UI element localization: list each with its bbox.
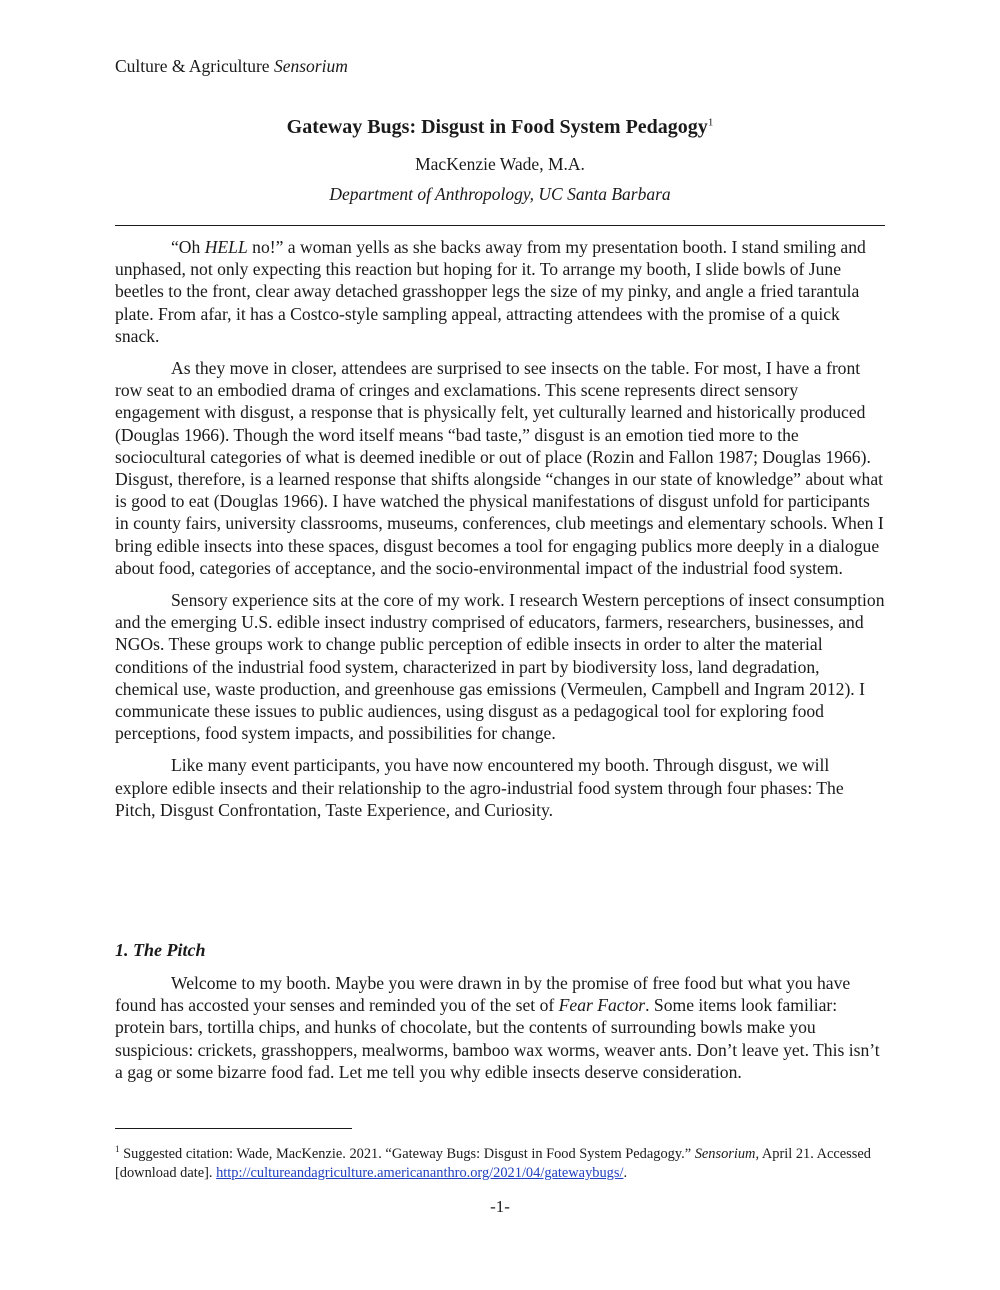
pitch-paragraph bbox=[115, 972, 885, 1083]
intro-section bbox=[115, 236, 885, 831]
pitch-section bbox=[115, 972, 885, 1083]
footnote-marker: 1 bbox=[115, 1144, 120, 1154]
running-header bbox=[115, 56, 348, 77]
footnote-text-c: . bbox=[623, 1164, 628, 1181]
pitch-text-b: . Some items look familiar: protein bars, tortilla chips, and hunks of chocolate, but the contents of surrounding bowls make you suspicious: crickets, grasshoppers, mealworms, bamboo wax worms, weaver ants. Don’t leave yet. This isn’t a gag or some bizarre food fad. Let me tell you why edible insects deserve consideration. bbox=[115, 995, 880, 1082]
paragraph-4: Like many event participants, you have now encountered my booth. Through disgust, we will explore edible insects and their relationship to the agro-industrial food system through four phases: The Pitch, Disgust Confrontation, Taste Experience, and Curiosity. bbox=[115, 755, 844, 820]
paragraph-2: As they move in closer, attendees are surprised to see insects on the table. For most, I have a front row seat to an embodied drama of cringes and exclamations. This scene represents direct sensory engagement with disgust, a response that is physically felt, yet culturally learned and historically produced (Douglas 1966). Though the word itself means “bad taste,” disgust is an emotion tied more to the sociocultural categories of what is deemed inedible or out of place (Rozin and Fallon 1987; Douglas 1966). Disgust, therefore, is a learned response that shifts alongside “changes in our state of knowledge” about what is good to eat (Douglas 1966). I have watched the physical manifestations of disgust unfold for participants in county fairs, university classrooms, museums, conferences, club meetings and elementary schools. When I bring edible insects into these spaces, disgust becomes a tool for engaging publics more deeply in a dialogue about food, categories of acceptance, and the socio-environmental impact of the industrial food system. bbox=[115, 358, 884, 578]
journal-section: Sensorium bbox=[273, 56, 348, 76]
paragraph-1-emphasis: HELL bbox=[204, 237, 248, 257]
page-number: -1- bbox=[490, 1197, 510, 1216]
journal-name: Culture & Agriculture bbox=[115, 56, 270, 76]
header-divider bbox=[115, 225, 885, 226]
pitch-text-a: Welcome to my booth. Maybe you were drawn in by the promise of free food but what you have found has accosted your senses and reminded you of the set of bbox=[115, 973, 851, 1016]
paragraph-3: Sensory experience sits at the core of my work. I research Western perceptions of insect consumption and the emerging U.S. edible insect industry comprised of educators, farmers, researchers, businesses, and NGOs. These groups work to change public perception of edible insects in order to alter the material conditions of the industrial food system, characterized in part by biodiversity loss, land degradation, chemical use, waste production, and greenhouse gas emissions (Vermeulen, Campbell and Ingram 2012). I communicate these issues to public audiences, using disgust as a pedagogical tool for exploring food perceptions, food system impacts, and possibilities for change. bbox=[115, 590, 885, 744]
footnote-text-b: , April 21. Accessed [download date]. bbox=[115, 1145, 871, 1181]
footnote-link[interactable]: http://cultureandagriculture.americananthro.org/2021/04/gatewaybugs/ bbox=[216, 1164, 624, 1181]
footnote-text-a: Suggested citation: Wade, MacKenzie. 2021. “Gateway Bugs: Disgust in Food System Pedagogy.” bbox=[119, 1145, 695, 1162]
footnote bbox=[115, 1140, 885, 1183]
author-affiliation: Department of Anthropology, UC Santa Barbara bbox=[329, 184, 671, 204]
footnote-divider bbox=[115, 1128, 352, 1129]
paragraph-1-text-b: no!” a woman yells as she backs away from my presentation booth. I stand smiling and unphased, not only expecting this reaction but hoping for it. To arrange my booth, I slide bowls of June beetles to the front, clear away detached grasshopper legs the size of my pinky, and angle a fried tarantula plate. From afar, it has a Costco-style sampling appeal, attracting attendees with the promise of a quick snack. bbox=[115, 237, 866, 346]
title-footnote-marker[interactable]: 1 bbox=[707, 116, 714, 129]
title-text: Gateway Bugs: Disgust in Food System Pedagogy bbox=[286, 116, 708, 138]
paragraph-1-text-a: “Oh bbox=[171, 237, 205, 257]
footnote-journal: Sensorium bbox=[694, 1145, 756, 1162]
pitch-emphasis: Fear Factor bbox=[558, 995, 646, 1016]
author-name: MacKenzie Wade, M.A. bbox=[415, 154, 585, 174]
paragraph-1 bbox=[115, 236, 885, 347]
article-title bbox=[0, 116, 1000, 139]
section-heading-pitch: 1. The Pitch bbox=[115, 940, 206, 960]
